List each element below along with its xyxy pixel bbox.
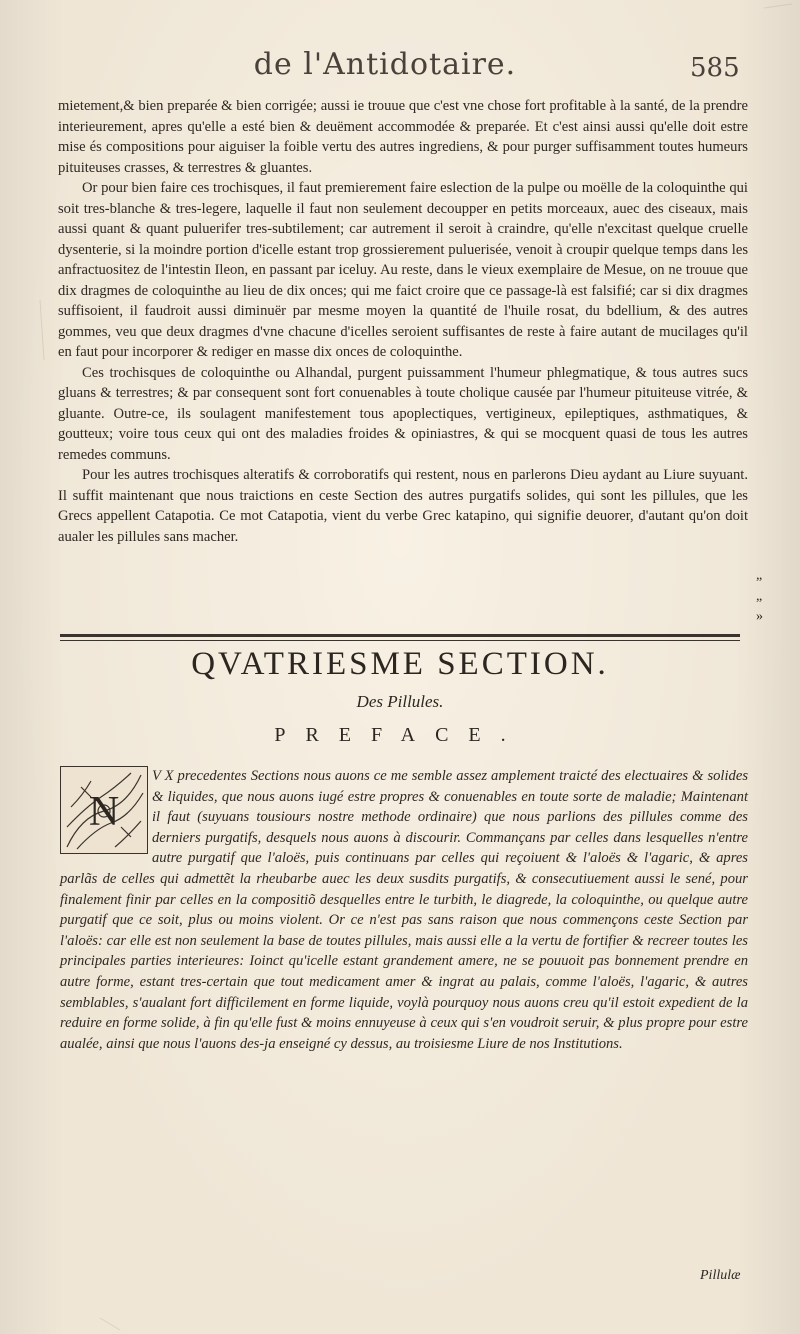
ornament-icon: [61, 767, 147, 853]
section-rule-thin: [60, 640, 740, 641]
section-heading: QVATRIESME SECTION.: [191, 646, 609, 682]
quote-mark: »: [756, 609, 763, 624]
body-text: [58, 96, 748, 547]
preface-heading: PREFACE.: [274, 724, 526, 746]
preface-body: V X precedentes Sections nous auons ce me semble assez amplement traicté des electuaires & solides & liquides, que nous auons iugé estre propres & conuenables en toute sorte de maladie; Maintenant il faut (suyuans tousiours nostre methode ordinaire) que nous parlions des pillules comme des derniers purgatifs, desquels nous auons à discourir. Commançans par celles dans lesquelles n'entre autre purgatif que l'aloës, puis continuans par celles qui reçoiuent & l'aloës & l'agaric, & apres parlãs de celles qui admettẽt la rheubarbe auec les deux susdits purgatifs, & consecutiuement aussi le sené, pour finalement finir par celles en la compositiõ desquelles entre le turbith, le diagrede, la coloquinthe, ou quelque autre purgatif que ce soit, plus ou moins violent. Or ce n'est pas sans raison que nous commençons ceste Section par l'aloës: car elle est non seulement la base de toutes pillules, mais aussi elle a la vertu de fortifier & recreer toutes les principales parties interieures: Ioinct qu'icelle estant grandement amere, ne se pouuoit pas bonnement prendre en autre forme, estant tres-certain que tout medicament amer & ingrat au palais, comme l'aloës, l'agaric, & autres semblables, s'aualant fort difficilement en forme liquide, voylà pourquoy nous auons creu qu'il estoit expedient de la reduire en forme solide, à fin qu'elle fust & moins ennuyeuse à ceux qui s'en voudroit seruir, & plus propre pour estre aualée, ainsi que nous l'auons des-ja enseigné cy dessus, au troisiesme Liure de nos Institutions.: [60, 768, 748, 1052]
paragraph-4: Pour les autres trochisques alteratifs & corroboratifs qui restent, nous en parlerons Dieu aydant au Liure suyuant. Il suffit maintenant que nous traictions en ceste Section des autres purgatifs solides, qui sont les pillules, que les Grecs appellent Catapotia. Ce mot Catapotia, vient du verbe Grec katapino, qui signifie deuorer, d'autant qu'on doit aualer les pillules sans macher.: [58, 467, 748, 545]
preface-text: [60, 766, 748, 1054]
catchword: Pillulæ: [700, 1268, 741, 1283]
running-title: de l'Antidotaire.: [253, 47, 517, 82]
section-rule-thick: [60, 634, 740, 637]
paragraph-2: Or pour bien faire ces trochisques, il faut premierement faire eslection de la pulpe ou moëlle de la coloquinthe qui soit tres-blanche & tres-legere, laquelle il faut non seulement decoupper en petits morceaux, auec des ciseaux, mais aussi quant & quant puluerifer tres-subtilement; car autrement il seroit à craindre, qu'elle n'excitast quelque cruelle dysenterie, si la moindre portion d'icelle estant trop grossierement puluerisée, venoit à croupir quelque temps dans les anfractuositez de l'intestin Ileon, en passant par iceluy. Au reste, dans le vieux exemplaire de Mesue, on ne trouue que dix dragmes de coloquinthe au lieu de dix onces; qui me faict croire que ce passage-là est falsifié; car si dix dragmes suffisoient, il faudroit aussi diminuër par mesme moyen la quantité de l'huile rosat, du bdellium, & des autres gommes, veu que deux dragmes d'vne chacune d'icelles seroient suffisantes de reste à faire autant de mucilages qu'il en faut pour incorporer & rediger en masse dix onces de coloquinthe.: [58, 180, 748, 360]
margin-quote-marks: [756, 566, 776, 628]
paragraph-1: mietement,& bien preparée & bien corrigée; aussi ie trouue que c'est vne chose fort profitable à la santé, de la prendre interieurement, apres qu'elle a esté bien & deuëment accommodée & preparée. Et c'est ainsi aussi qu'elle doit estre mise és compositions pour aiguiser la foible vertu des autres ingrediens, & pour purger suffisamment toutes humeurs pituiteuses crasses, & terrestres & gluantes.: [58, 98, 748, 176]
paragraph-3: Ces trochisques de coloquinthe ou Alhandal, purgent puissamment l'humeur phlegmatique, & tous autres sucs gluans & terrestres; & par consequent sont fort conuenables à toute cholique causée par l'humeur pituiteuse vitrée, & gluante. Outre-ce, ils soulagent manifestement tous apoplectiques, vertigineux, epileptiques, asthmatiques, & goutteux; voire tous ceux qui ont des maladies froides & opiniastres, & qui se mocquent quasi de tous les autres remedes communs.: [58, 364, 748, 463]
quote-mark: „: [756, 588, 763, 604]
quote-mark: „: [756, 568, 763, 583]
decorated-initial: [60, 766, 148, 854]
initial-letter: N: [88, 789, 120, 835]
page-number: 585: [690, 53, 740, 83]
page-header: [0, 47, 800, 97]
section-subtitle: Des Pillules.: [356, 692, 444, 711]
